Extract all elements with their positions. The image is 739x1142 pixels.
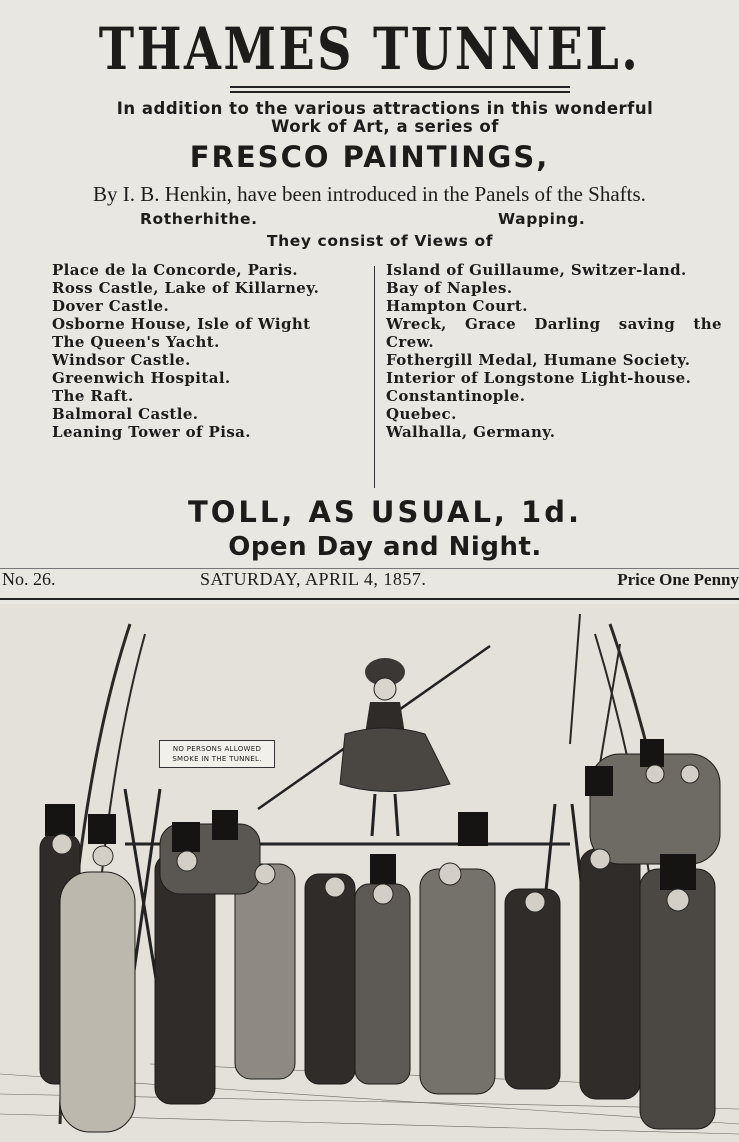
- hours-text: Open Day and Night.: [228, 532, 542, 562]
- poster-title: THAMES TUNNEL.: [98, 15, 641, 83]
- masthead-bottom-rule: [0, 598, 739, 600]
- view-entry: Place de la Concorde, Paris.: [52, 261, 298, 279]
- byline: By I. B. Henkin, have been introduced in the Panels of the Shafts.: [93, 182, 646, 206]
- view-entry: Bay of Naples.: [386, 279, 513, 297]
- issue-price: Price One Penny: [617, 570, 739, 589]
- view-entry: Quebec.: [386, 405, 457, 423]
- views-right-column: [386, 261, 722, 441]
- view-entry: Leaning Tower of Pisa.: [52, 423, 251, 441]
- view-entry: Island of Guillaume, Switzer-land.: [386, 261, 687, 279]
- intro-line-2: Work of Art, a series of: [271, 117, 499, 136]
- sign-line-1: NO PERSONS ALLOWED: [172, 745, 262, 753]
- intro-text: [40, 100, 730, 136]
- toll-text: TOLL, AS USUAL, 1d.: [187, 495, 582, 529]
- intro-line-1: In addition to the various attractions in this wonderful: [116, 99, 654, 118]
- place-rotherhithe: Rotherhithe.: [140, 210, 258, 228]
- tightrope-engraving: [0, 604, 739, 1142]
- view-entry: Ross Castle, Lake of Killarney.: [52, 279, 320, 297]
- view-entry: Constantinople.: [386, 387, 526, 405]
- no-smoking-sign: [159, 740, 275, 768]
- view-entry: Interior of Longstone Light-house.: [386, 369, 692, 387]
- views-left-column: [52, 261, 370, 441]
- view-entry: The Raft.: [52, 387, 134, 405]
- view-entry: Osborne House, Isle of Wight: [52, 315, 311, 333]
- title-rule: [230, 86, 570, 88]
- view-entry: Windsor Castle.: [52, 351, 191, 369]
- view-entry: Greenwich Hospital.: [52, 369, 231, 387]
- place-wapping: Wapping.: [498, 210, 586, 228]
- issue-date: SATURDAY, APRIL 4, 1857.: [200, 569, 427, 589]
- view-entry: Fothergill Medal, Humane Society.: [386, 351, 691, 369]
- view-entry: Wreck, Grace Darling saving the Crew.: [386, 315, 722, 351]
- consist-heading: They consist of Views of: [266, 232, 494, 250]
- view-entry: Balmoral Castle.: [52, 405, 199, 423]
- view-entry: The Queen's Yacht.: [52, 333, 220, 351]
- sign-line-2: SMOKE IN THE TUNNEL.: [172, 755, 262, 763]
- headline-fresco: FRESCO PAINTINGS,: [189, 140, 550, 174]
- view-entry: Hampton Court.: [386, 297, 528, 315]
- column-divider: [374, 266, 375, 488]
- view-entry: Dover Castle.: [52, 297, 170, 315]
- issue-number: No. 26.: [2, 569, 56, 589]
- title-rule-lower: [230, 91, 570, 93]
- view-entry: Walhalla, Germany.: [386, 423, 556, 441]
